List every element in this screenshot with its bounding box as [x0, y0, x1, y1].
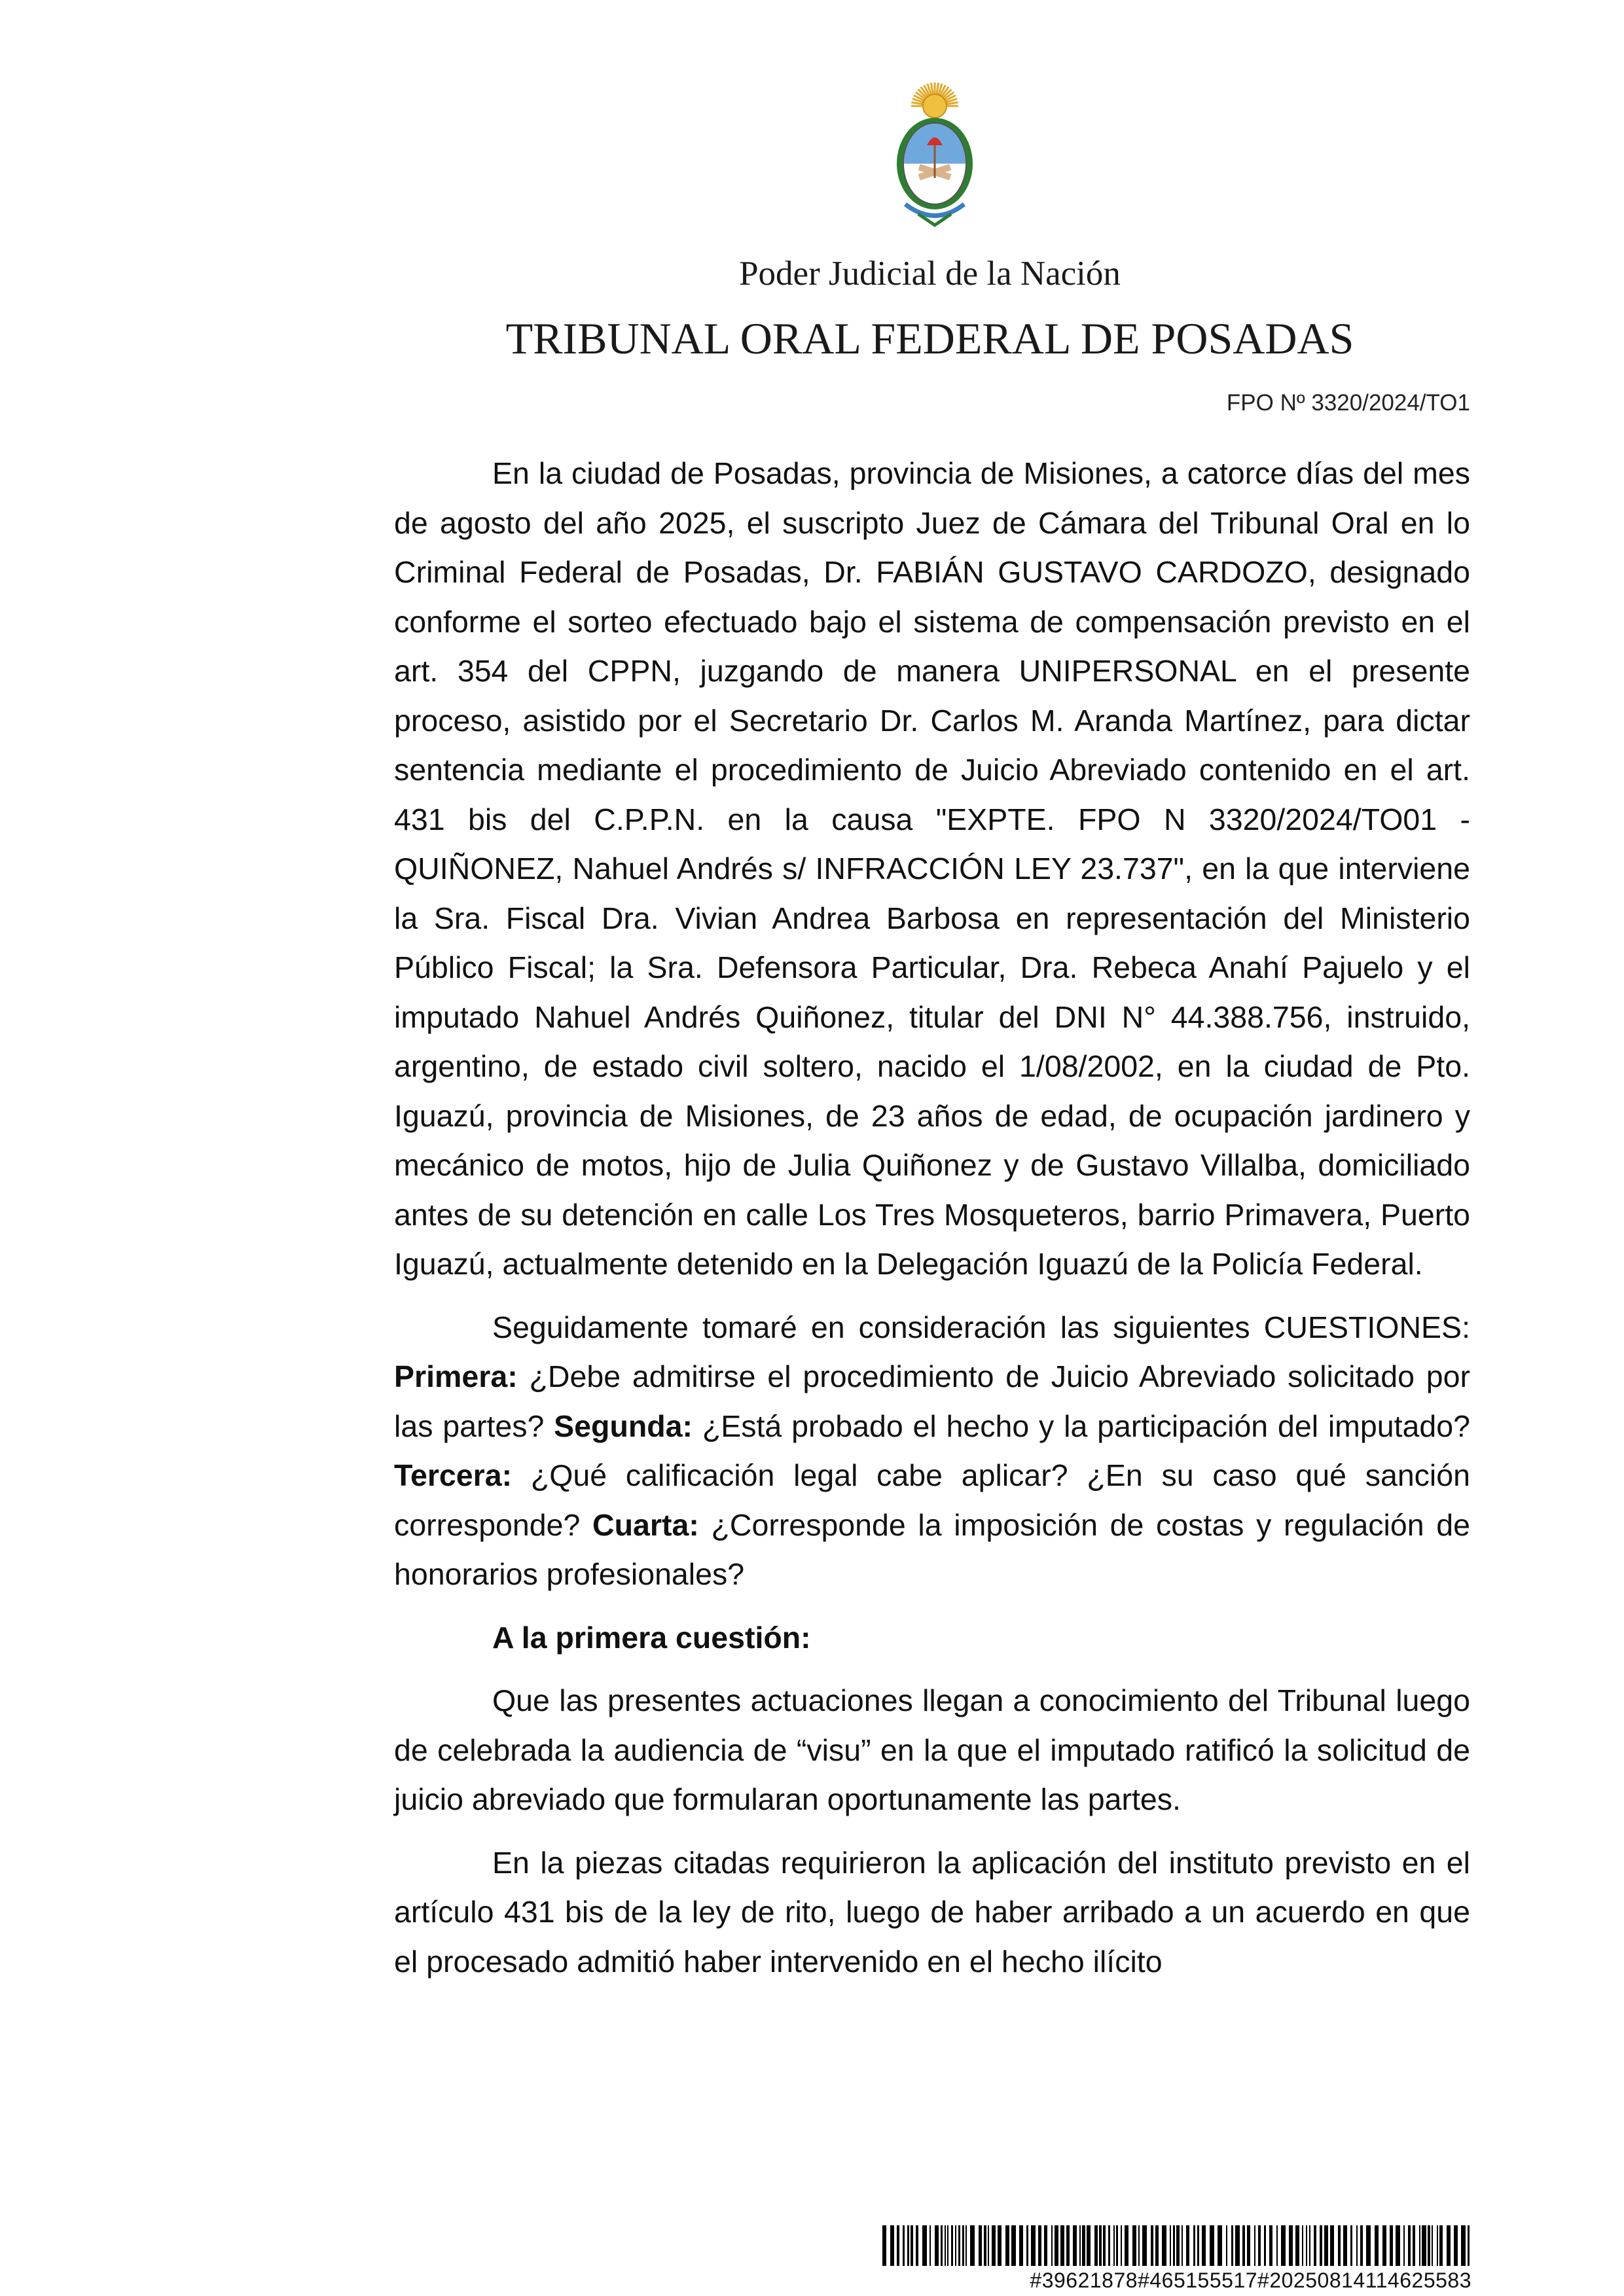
institution-name: Poder Judicial de la Nación — [739, 255, 1121, 293]
court-name: TRIBUNAL ORAL FEDERAL DE POSADAS — [505, 314, 1354, 363]
barcode-number: #39621878#465155517#20250814114625583 — [1030, 2269, 1471, 2292]
question-1-label: Primera: — [394, 1359, 518, 1393]
section-heading-first-question — [394, 1613, 1470, 1663]
question-2-text: ¿Está probado el hecho y la participación del imputado? — [702, 1408, 1470, 1443]
case-reference: FPO Nº 3320/2024/TO1 — [1226, 390, 1470, 416]
argentina-coat-of-arms-icon — [879, 80, 990, 237]
section-heading-text: A la primera cuestión: — [492, 1620, 811, 1655]
question-1-text: ¿Debe admitirse el procedimiento de Juicio Abreviado solicitado por las partes? — [394, 1359, 1470, 1443]
paragraph-request: En la piezas citadas requirieron la aplicación del instituto previsto en el artículo 431 bis de la ley de rito, luego de haber arribado a un acuerdo en que el procesado admitió haber intervenido en el hecho ilícito — [394, 1845, 1470, 1979]
paragraph-questions — [394, 1303, 1470, 1600]
question-3-text: ¿Qué calificación legal cabe aplicar? ¿En su caso qué sanción corresponde? — [394, 1458, 1470, 1542]
questions-intro: Seguidamente tomaré en consideración las siguientes CUESTIONES: — [492, 1310, 1470, 1344]
question-4-label: Cuarta: — [592, 1507, 699, 1542]
paragraph-proceedings: Que las presentes actuaciones llegan a conocimiento del Tribunal luego de celebrada la audiencia de “visu” en la que el imputado ratificó la solicitud de juicio abreviado que formularan oportunamente las partes. — [394, 1683, 1470, 1816]
barcode-icon — [882, 2225, 1471, 2266]
question-3-label: Tercera: — [394, 1458, 513, 1492]
document-body — [394, 449, 1470, 2000]
question-2-label: Segunda: — [554, 1408, 693, 1443]
paragraph-opening: En la ciudad de Posadas, provincia de Misiones, a catorce días del mes de agosto del año 2025, el suscripto Juez de Cámara del Tribunal Oral en lo Criminal Federal de Posadas, Dr. FABIÁN GUSTAVO CARDOZO, designado conforme el sorteo efectuado bajo el sistema de compensación previsto en el art. 354 del CPPN, juzgando de manera UNIPERSONAL en el presente proceso, asistido por el Secretario Dr. Carlos M. Aranda Martínez, para dictar sentencia mediante el procedimiento de Juicio Abreviado contenido en el art. 431 bis del C.P.P.N. en la causa "EXPTE. FPO N 3320/2024/TO01 - QUIÑONEZ, Nahuel Andrés s/ INFRACCIÓN LEY 23.737", en la que interviene la Sra. Fiscal Dra. Vivian Andrea Barbosa en representación del Ministerio Público Fiscal; la Sra. Defensora Particular, Dra. Rebeca Anahí Pajuelo y el imputado Nahuel Andrés Quiñonez, titular del DNI N° 44.388.756, instruido, argentino, de estado civil soltero, nacido el 1/08/2002, en la ciudad de Pto. Iguazú, provincia de Misiones, de 23 años de edad, de ocupación jardinero y mecánico de motos, hijo de Julia Quiñonez y de Gustavo Villalba, domiciliado antes de su detención en calle Los Tres Mosqueteros, barrio Primavera, Puerto Iguazú, actualmente detenido en la Delegación Iguazú de la Policía Federal. — [394, 456, 1470, 1281]
question-4-text: ¿Corresponde la imposición de costas y regulación de honorarios profesionales? — [394, 1507, 1471, 1591]
